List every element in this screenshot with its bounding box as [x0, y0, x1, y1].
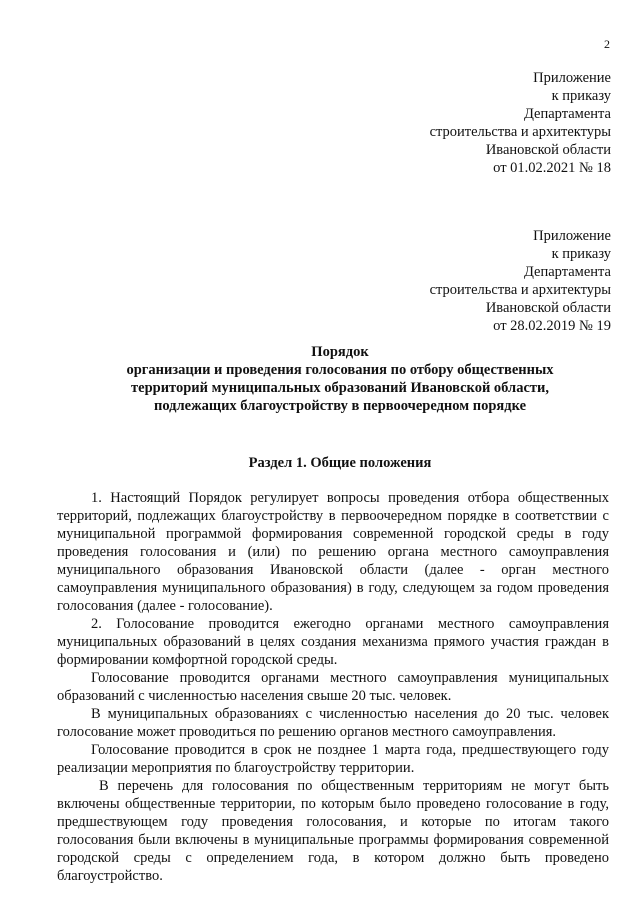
paragraph: В перечень для голосования по общественным территориям не могут быть включены общественные территории, по которым было проведено голосование в году, предшествующем году проведения голосования, и которые по итогам такого голосования были включены в муниципальные программы формирования современной городской среды с определением года, в котором должно быть проведено благоустройство. [57, 778, 609, 884]
paragraph: 1. Настоящий Порядок регулирует вопросы проведения отбора общественных территорий, подлежащих благоустройству в первоочередном порядке в соответствии с муниципальной программой формирования современной городской среды в году проведения голосования и (или) по решению органа местного самоуправления муниципального образования Ивановской области (далее - орган местного самоуправления муниципального образования) в году, следующем за годом проведения голосования (далее - голосование). [57, 490, 609, 614]
paragraph: Голосование проводится органами местного самоуправления муниципальных образований с численностью населения свыше 20 тыс. человек. [57, 670, 609, 704]
section-heading: Раздел 1. Общие положения [248, 455, 432, 471]
title-line: организации и проведения голосования по отбору общественных [126, 362, 554, 378]
appendix-block-current [251, 69, 611, 177]
title-line: подлежащих благоустройству в первоочередном порядке [153, 398, 527, 414]
appendix-line: Ивановской области [485, 300, 611, 316]
appendix-line: Приложение [533, 70, 611, 86]
appendix-line: строительства и архитектуры [429, 282, 611, 298]
page-number: 2 [604, 37, 610, 51]
document-body [57, 489, 609, 885]
appendix-line: к приказу [551, 246, 611, 262]
paragraph: В муниципальных образованиях с численностью населения до 20 тыс. человек голосование может проводиться по решению органов местного самоуправления. [57, 706, 609, 740]
appendix-line: Ивановской области [485, 142, 611, 158]
appendix-line: к приказу [551, 88, 611, 104]
title-line: территорий муниципальных образований Ивановской области, [131, 380, 549, 396]
appendix-line: строительства и архитектуры [429, 124, 611, 140]
paragraph: Голосование проводится в срок не позднее 1 марта года, предшествующего году реализации мероприятия по благоустройству территории. [57, 742, 609, 776]
appendix-date-line: от 01.02.2021 № 18 [493, 160, 611, 176]
appendix-block-original [251, 227, 611, 335]
document-title [80, 343, 600, 415]
paragraph: 2. Голосование проводится ежегодно органами местного самоуправления муниципальных образований в целях создания механизма прямого участия граждан в формировании комфортной городской среды. [57, 616, 609, 668]
appendix-line: Департамента [523, 264, 611, 280]
appendix-date-line: от 28.02.2019 № 19 [493, 318, 611, 334]
appendix-line: Приложение [533, 228, 611, 244]
title-line: Порядок [311, 344, 369, 360]
appendix-line: Департамента [523, 106, 611, 122]
